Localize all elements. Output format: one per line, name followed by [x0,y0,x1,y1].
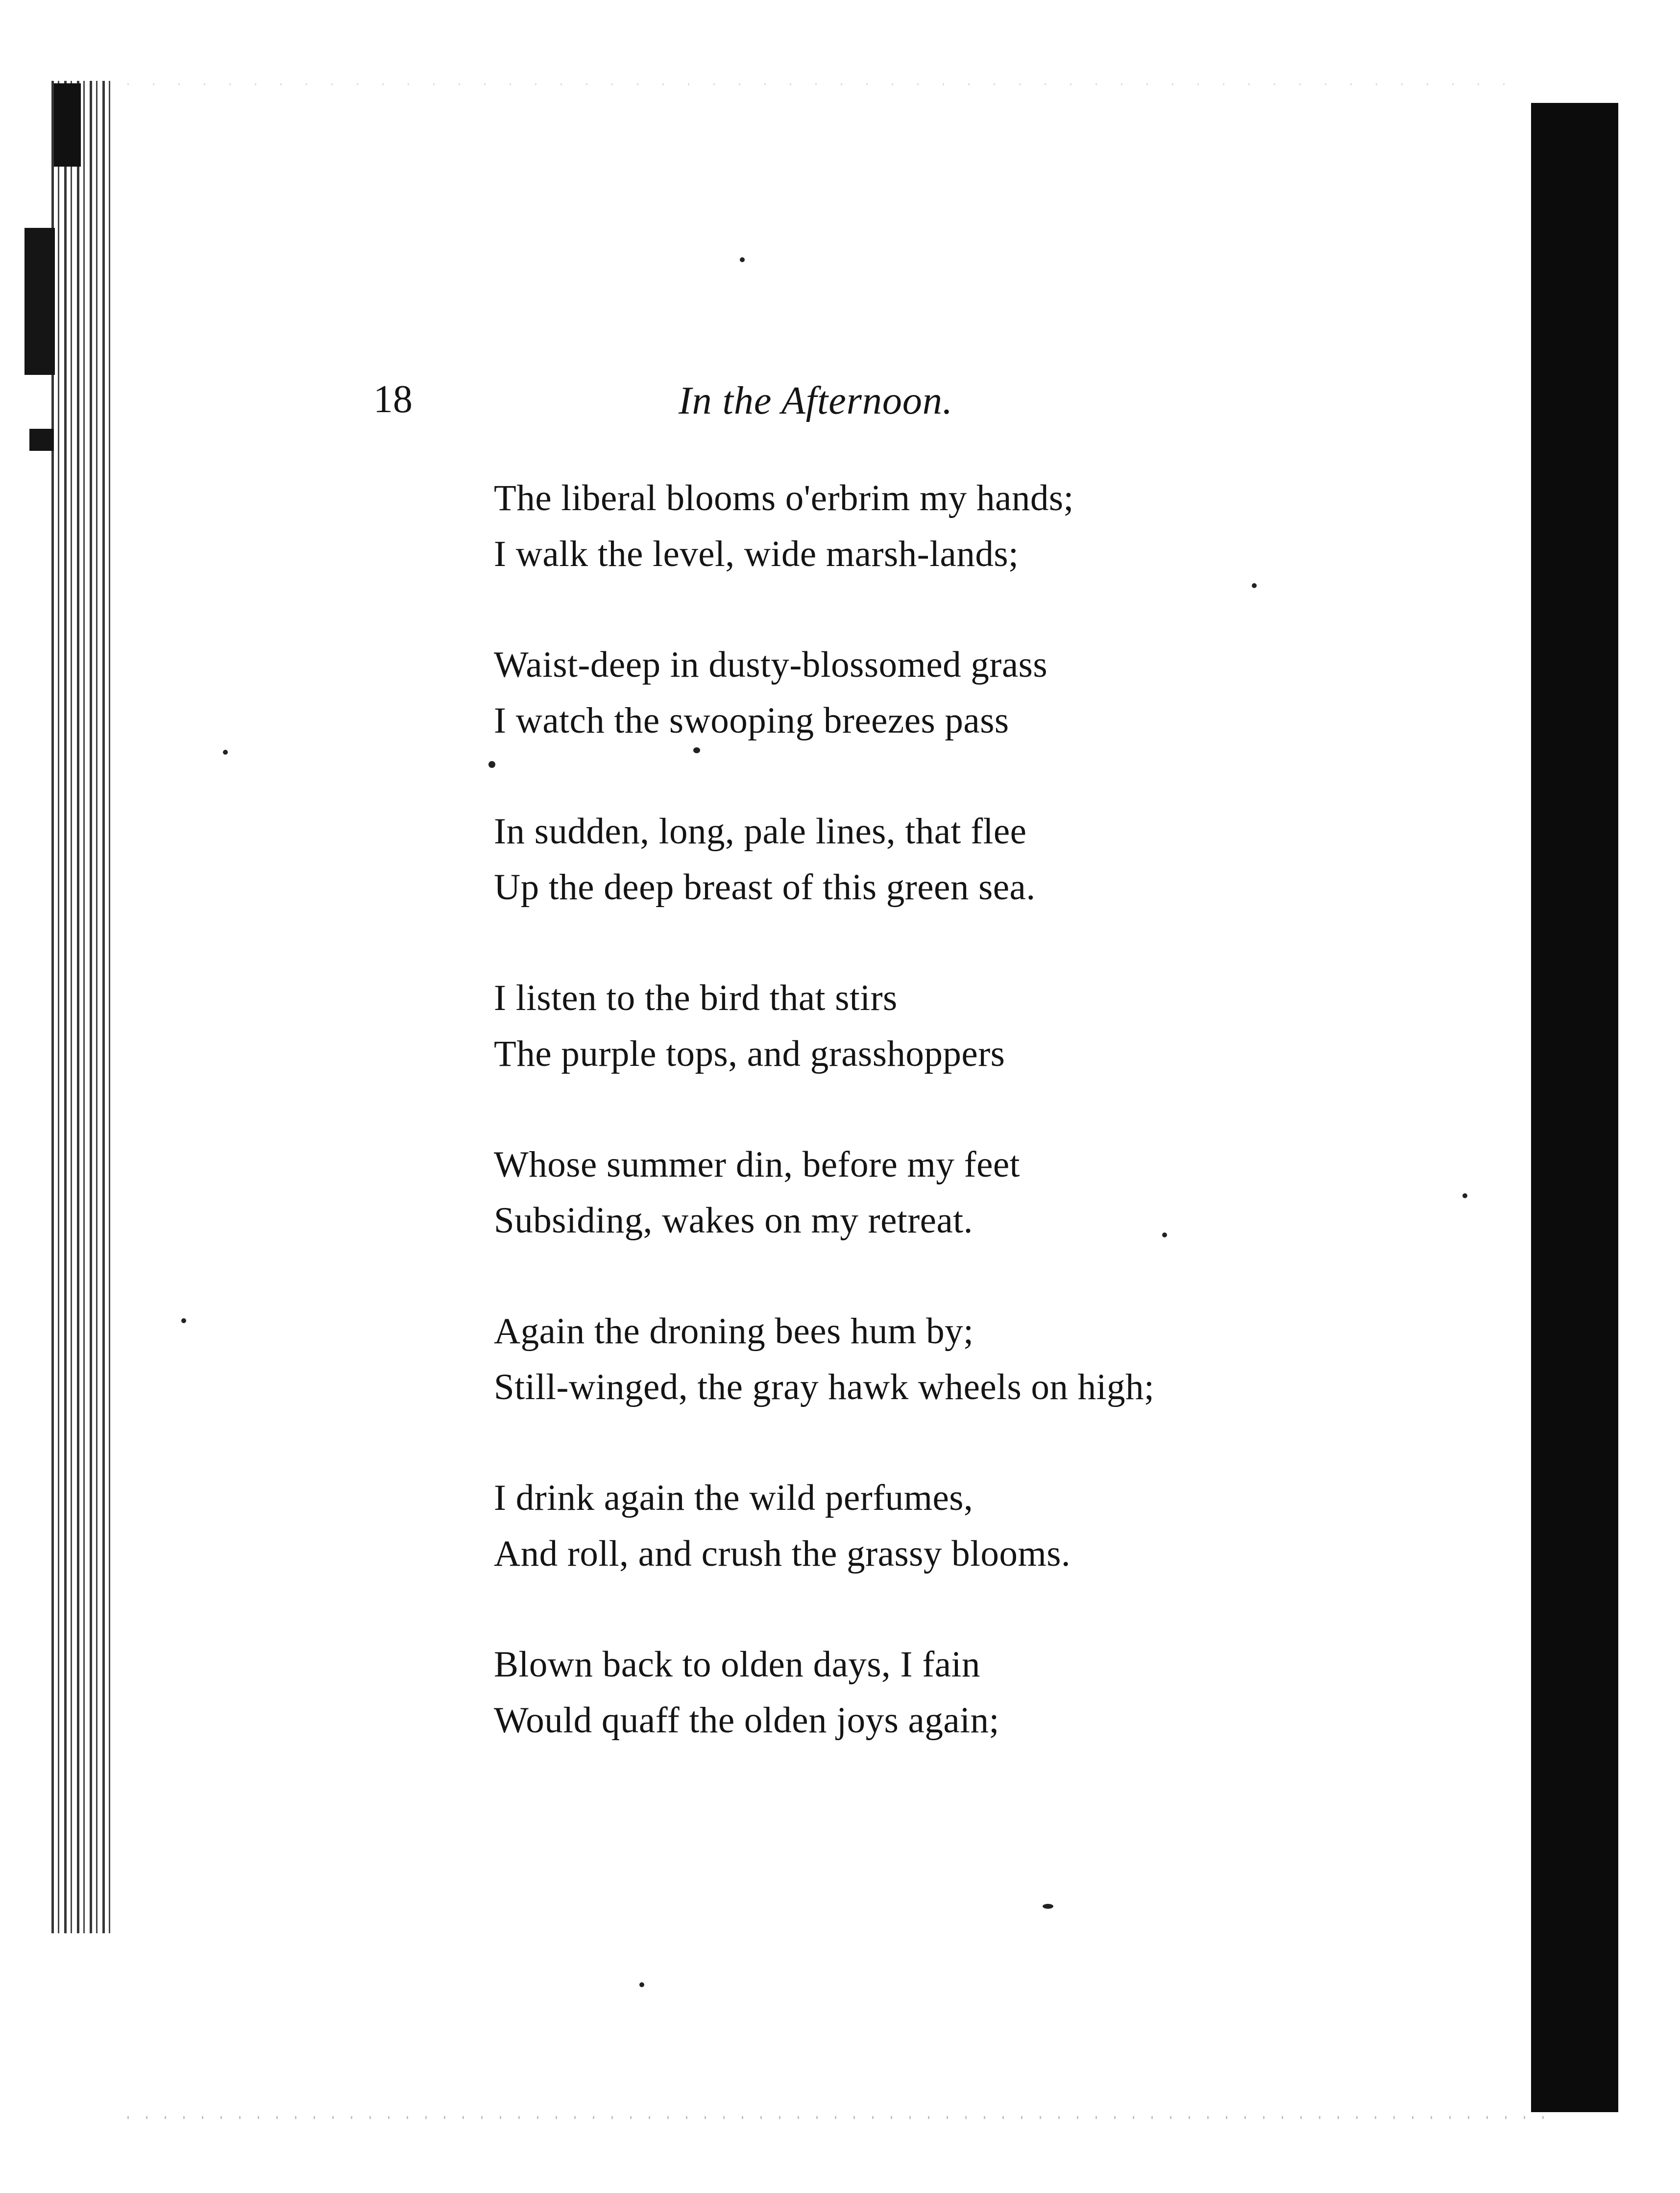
page-number: 18 [373,378,413,421]
left-edge-small-block [29,429,54,451]
right-edge-shadow [1531,103,1618,2112]
verse-line: Blown back to olden days, I fain [494,1644,980,1685]
speck [639,1982,644,1987]
speck [223,750,228,755]
right-edge-notch [1543,1590,1573,1627]
verse-line: Subsiding, wakes on my retreat. [494,1200,973,1241]
stanza [494,470,1327,582]
verse-line: Up the deep breast of this green sea. [494,867,1036,908]
speck [1043,1904,1053,1909]
left-edge-block [24,228,55,375]
verse-line: I drink again the wild perfumes, [494,1478,974,1518]
left-binding-dark-corner [54,83,81,167]
verse-line: I walk the level, wide marsh-lands; [494,534,1019,574]
speck [1462,1193,1467,1198]
verse-line: The purple tops, and grasshoppers [494,1034,1005,1074]
verse-line: In sudden, long, pale lines, that flee [494,811,1027,852]
stanza [494,1137,1327,1249]
stanza [494,1304,1327,1415]
verse-line: Still-winged, the gray hawk wheels on high; [494,1367,1155,1407]
stanza [494,1470,1327,1582]
bottom-edge-speckle [127,2116,1548,2119]
verse-line: I watch the swooping breezes pass [494,700,1009,741]
stanza [494,1637,1327,1749]
stanza [494,804,1327,915]
left-binding-shadow [51,81,115,1933]
verse-line: Whose summer din, before my feet [494,1144,1020,1185]
poem-body [494,470,1327,1803]
running-title: In the Afternoon. [679,379,953,422]
verse-line: Waist-deep in dusty-blossomed grass [494,644,1048,685]
stanza [494,970,1327,1082]
verse-line: Again the droning bees hum by; [494,1311,974,1352]
speck [181,1318,186,1323]
verse-line: The liberal blooms o'erbrim my hands; [494,478,1074,518]
top-edge-speckle [127,83,1524,85]
verse-line: Would quaff the olden joys again; [494,1700,999,1741]
verse-line: I listen to the bird that stirs [494,978,898,1018]
speck [740,257,745,262]
verse-line: And roll, and crush the grassy blooms. [494,1533,1071,1574]
stanza [494,637,1327,749]
